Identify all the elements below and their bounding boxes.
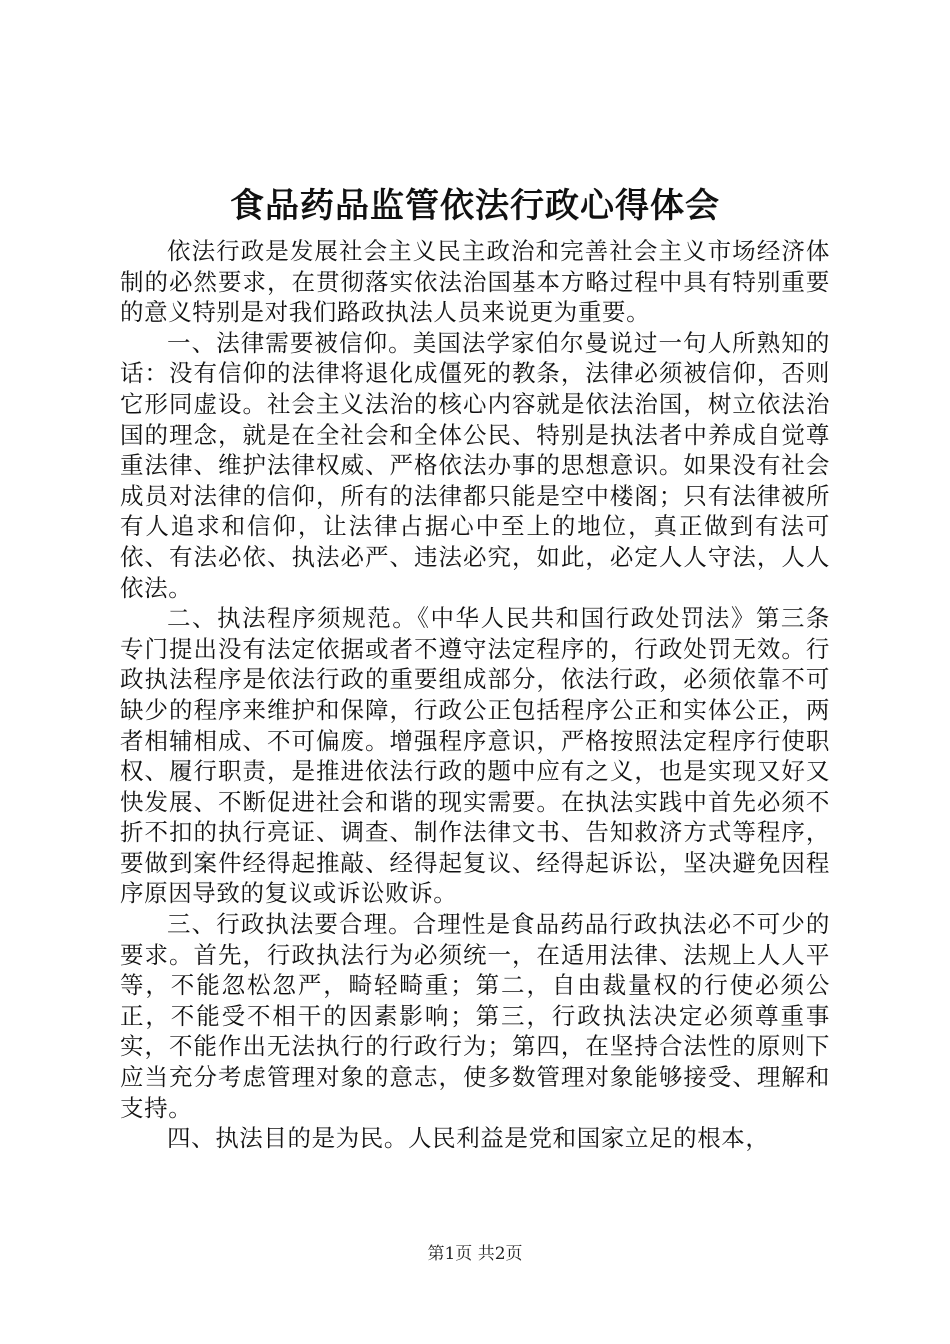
document-body — [120, 236, 830, 1154]
paragraph-intro: 依法行政是发展社会主义民主政治和完善社会主义市场经济体制的必然要求，在贯彻落实依法治国基本方略过程中具有特别重要的意义特别是对我们路政执法人员来说更为重要。 — [120, 237, 830, 327]
paragraph-section-3: 三、行政执法要合理。合理性是食品药品行政执法必不可少的要求。首先，行政执法行为必须统一，在适用法律、法规上人人平等，不能忽松忽严，畸轻畸重；第二，自由裁量权的行使必须公正，不能受不相干的因素影响；第三，行政执法决定必须尊重事实，不能作出无法执行的行政行为；第四，在坚持合法性的原则下应当充分考虑管理对象的意志，使多数管理对象能够接受、理解和支持。 — [120, 910, 830, 1122]
document-title: 食品药品监管依法行政心得体会 — [230, 186, 720, 226]
paragraph-section-4: 四、执法目的是为民。人民利益是党和国家立足的根本， — [167, 1124, 770, 1153]
paragraph-section-2: 二、执法程序须规范。《中华人民共和国行政处罚法》第三条专门提出没有法定依据或者不遵守法定程序的，行政处罚无效。行政执法程序是依法行政的重要组成部分，依法行政，必须依靠不可缺少的程序来维护和保障，行政公正包括程序公正和实体公正，两者相辅相成、不可偏废。增强程序意识，严格按照法定程序行使职权、履行职责，是推进依法行政的题中应有之义，也是实现又好又快发展、不断促进社会和谐的现实需要。在执法实践中首先必须不折不扣的执行亮证、调查、制作法律文书、告知救济方式等程序，要做到案件经得起推敲、经得起复议、经得起诉讼，坚决避免因程序原因导致的复议或诉讼败诉。 — [120, 604, 830, 908]
paragraph-section-1: 一、法律需要被信仰。美国法学家伯尔曼说过一句人所熟知的话：没有信仰的法律将退化成僵死的教条，法律必须被信仰，否则它形同虚设。社会主义法治的核心内容就是依法治国，树立依法治国的理念，就是在全社会和全体公民、特别是执法者中养成自觉尊重法律、维护法律权威、严格依法办事的思想意识。如果没有社会成员对法律的信仰，所有的法律都只能是空中楼阁；只有法律被所有人追求和信仰，让法律占据心中至上的地位，真正做到有法可依、有法必依、执法必严、违法必究，如此，必定人人守法，人人依法。 — [120, 328, 830, 602]
page-number-footer: 第1页 共2页 — [427, 1244, 523, 1264]
